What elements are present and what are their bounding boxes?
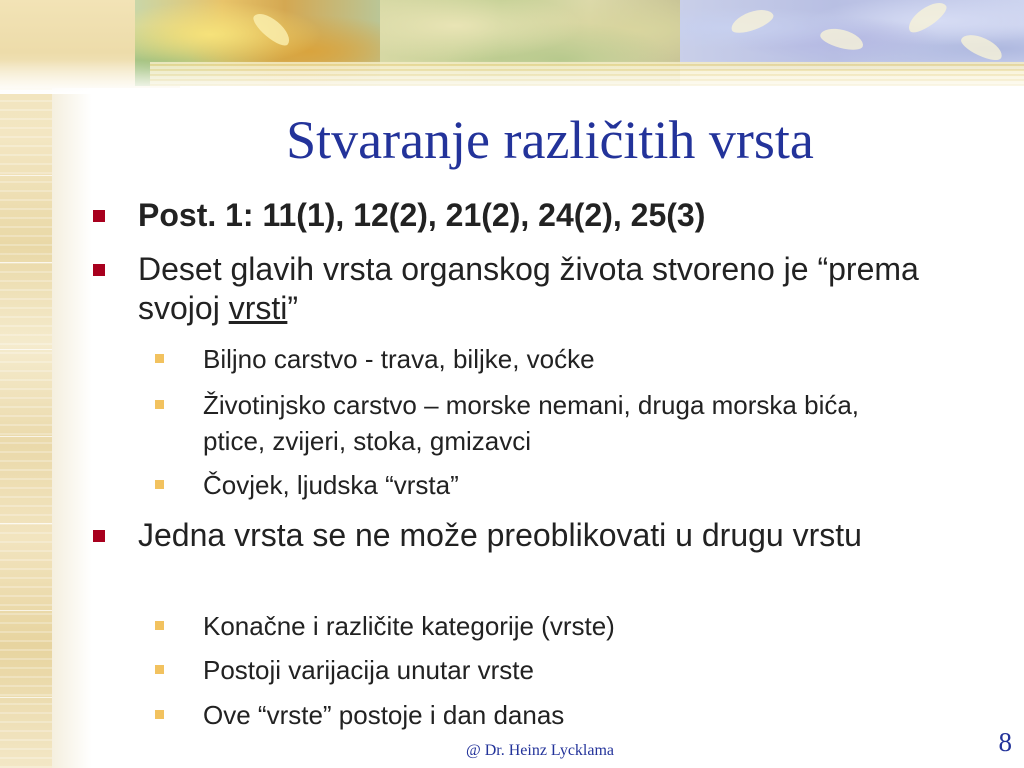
- square-bullet-icon: [155, 665, 164, 674]
- bullet-item: [138, 516, 958, 555]
- square-bullet-icon: [155, 480, 164, 489]
- bullet-text-end: ”: [287, 290, 299, 326]
- sub-bullet-text: Ove “vrste” postoje i dan danas: [203, 700, 565, 730]
- bullet-item: [138, 250, 958, 328]
- bullet-item: [138, 196, 958, 235]
- sub-bullet-item: [203, 608, 893, 644]
- square-bullet-icon: [93, 530, 105, 542]
- page-number: 8: [998, 727, 1012, 757]
- sub-bullet-item: [203, 387, 893, 459]
- sub-bullet-text: Čovjek, ljudska “vrsta”: [203, 470, 459, 500]
- sub-bullet-text: Konačne i različite kategorije (vrste): [203, 611, 615, 641]
- bullet-text: Deset glavih vrsta organskog života stvoreno je “prema svojoj: [138, 251, 919, 326]
- sub-bullet-text: Postoji varijacija unutar vrste: [203, 655, 534, 685]
- square-bullet-icon: [93, 264, 105, 276]
- sub-bullet-item: [203, 467, 893, 503]
- underlined-word: vrsti: [228, 290, 288, 326]
- square-bullet-icon: [93, 210, 105, 222]
- square-bullet-icon: [155, 354, 164, 363]
- sub-bullet-text: Biljno carstvo - trava, biljke, voćke: [203, 344, 595, 374]
- bullet-text: Post. 1: 11(1), 12(2), 21(2), 24(2), 25(3): [138, 197, 706, 233]
- sub-bullet-item: [203, 341, 893, 377]
- sub-bullet-text: Životinjsko carstvo – morske nemani, druga morska bića, ptice, zvijeri, stoka, gmizavci: [203, 390, 860, 456]
- sub-bullet-item: [203, 652, 893, 688]
- square-bullet-icon: [155, 710, 164, 719]
- slide-title: Stvaranje različitih vrsta: [286, 110, 814, 170]
- sub-bullet-item: [203, 697, 893, 733]
- bullet-text: Jedna vrsta se ne može preoblikovati u drugu vrstu: [138, 517, 862, 553]
- square-bullet-icon: [155, 621, 164, 630]
- footer-credit: @ Dr. Heinz Lycklama: [465, 742, 615, 759]
- square-bullet-icon: [155, 400, 164, 409]
